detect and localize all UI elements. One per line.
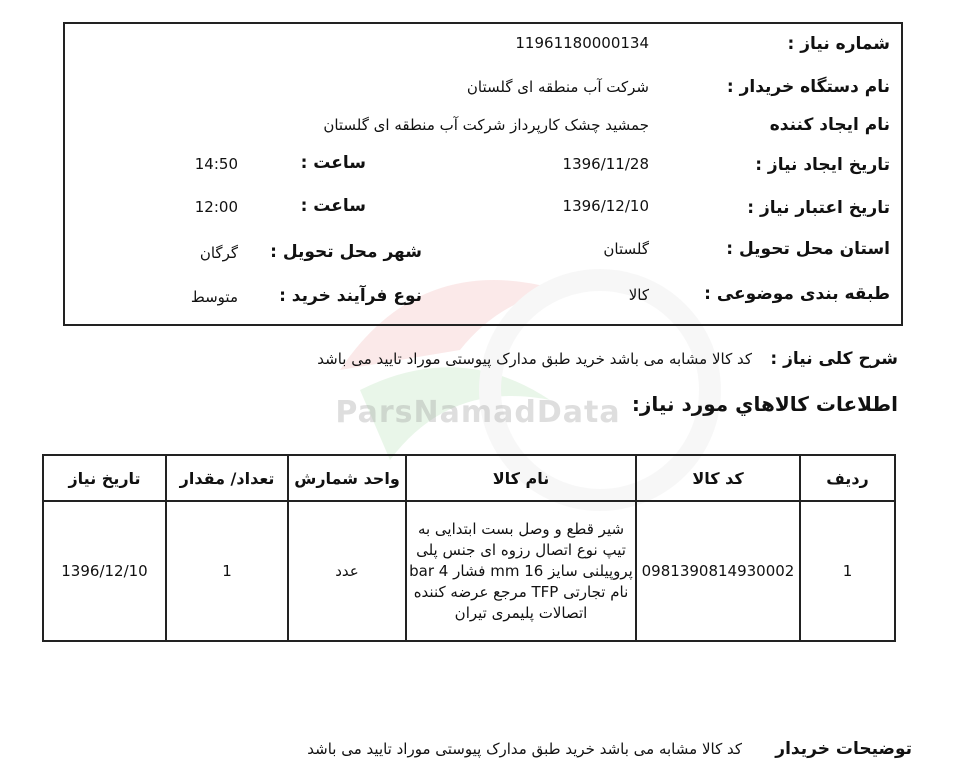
col-unit-header: واحد شمارش [288, 455, 406, 501]
cell-row: 1 [800, 501, 895, 641]
buyer-notes-label: توضیحات خریدار [775, 739, 912, 759]
items-section-title: اطلاعات کالاهاي مورد نیاز: [631, 392, 898, 416]
cell-date: 1396/12/10 [43, 501, 166, 641]
items-table [42, 454, 896, 642]
city-label: شهر محل تحویل : [270, 242, 422, 262]
buyer-org: شرکت آب منطقه ای گلستان [466, 78, 649, 96]
valid-time: 12:00 [194, 198, 238, 216]
valid-date: 1396/12/10 [562, 197, 649, 215]
city: گرگان [199, 244, 238, 262]
cell-unit: عدد [288, 501, 406, 641]
process: متوسط [190, 288, 238, 306]
watermark-brand: ParsNamadData [335, 395, 621, 430]
need-number: 1196118000013​4 [515, 34, 649, 52]
process-label: نوع فرآیند خرید : [279, 286, 422, 306]
col-row-header: ردیف [800, 455, 895, 501]
cell-code: 0981390814930002 [636, 501, 800, 641]
col-code-header: کد کالا [636, 455, 800, 501]
cell-name: شیر قطع و وصل بست ابتدایی به تیپ نوع اتصال رزوه ای جنس پلی پروپیلنی سایز 16 mm فشار 4 bar نام تجارتی TFP مرجع عرضه کننده اتصالات پلیمری تیران [406, 501, 636, 641]
summary-label: شرح کلی نیاز : [770, 349, 898, 369]
category: کالا [628, 286, 649, 304]
created-time-label: ساعت : [300, 153, 366, 173]
buyer-notes-text: کد کالا مشابه می باشد خرید طبق مدارک پیوستی موراد تایید می باشد [307, 740, 742, 758]
table-row [43, 501, 895, 641]
creator: جمشید چشک کارپرداز شرکت آب منطقه ای گلستان [323, 116, 649, 134]
summary-text: کد کالا مشابه می باشد خرید طبق مدارک پیوستی موراد تایید می باشد [317, 350, 752, 368]
buyer-org-label: نام دستگاه خریدار : [726, 77, 890, 97]
cell-qty: 1 [166, 501, 288, 641]
creator-label: نام ایجاد کننده [769, 115, 890, 135]
created-date: 1396/11/28 [562, 155, 649, 173]
valid-time-label: ساعت : [300, 196, 366, 216]
province-label: استان محل تحویل : [726, 239, 890, 259]
category-label: طبقه بندی موضوعی : [704, 284, 890, 304]
col-name-header: نام کالا [406, 455, 636, 501]
items-header-row [43, 455, 895, 501]
province: گلستان [603, 240, 649, 258]
valid-date-label: تاریخ اعتبار نیاز : [747, 198, 890, 218]
col-date-header: تاریخ نیاز [43, 455, 166, 501]
created-time: 14:50 [194, 155, 238, 173]
need-number-label: شماره نیاز : [787, 34, 890, 54]
col-qty-header: تعداد/ مقدار [166, 455, 288, 501]
created-date-label: تاریخ ایجاد نیاز : [755, 155, 890, 175]
